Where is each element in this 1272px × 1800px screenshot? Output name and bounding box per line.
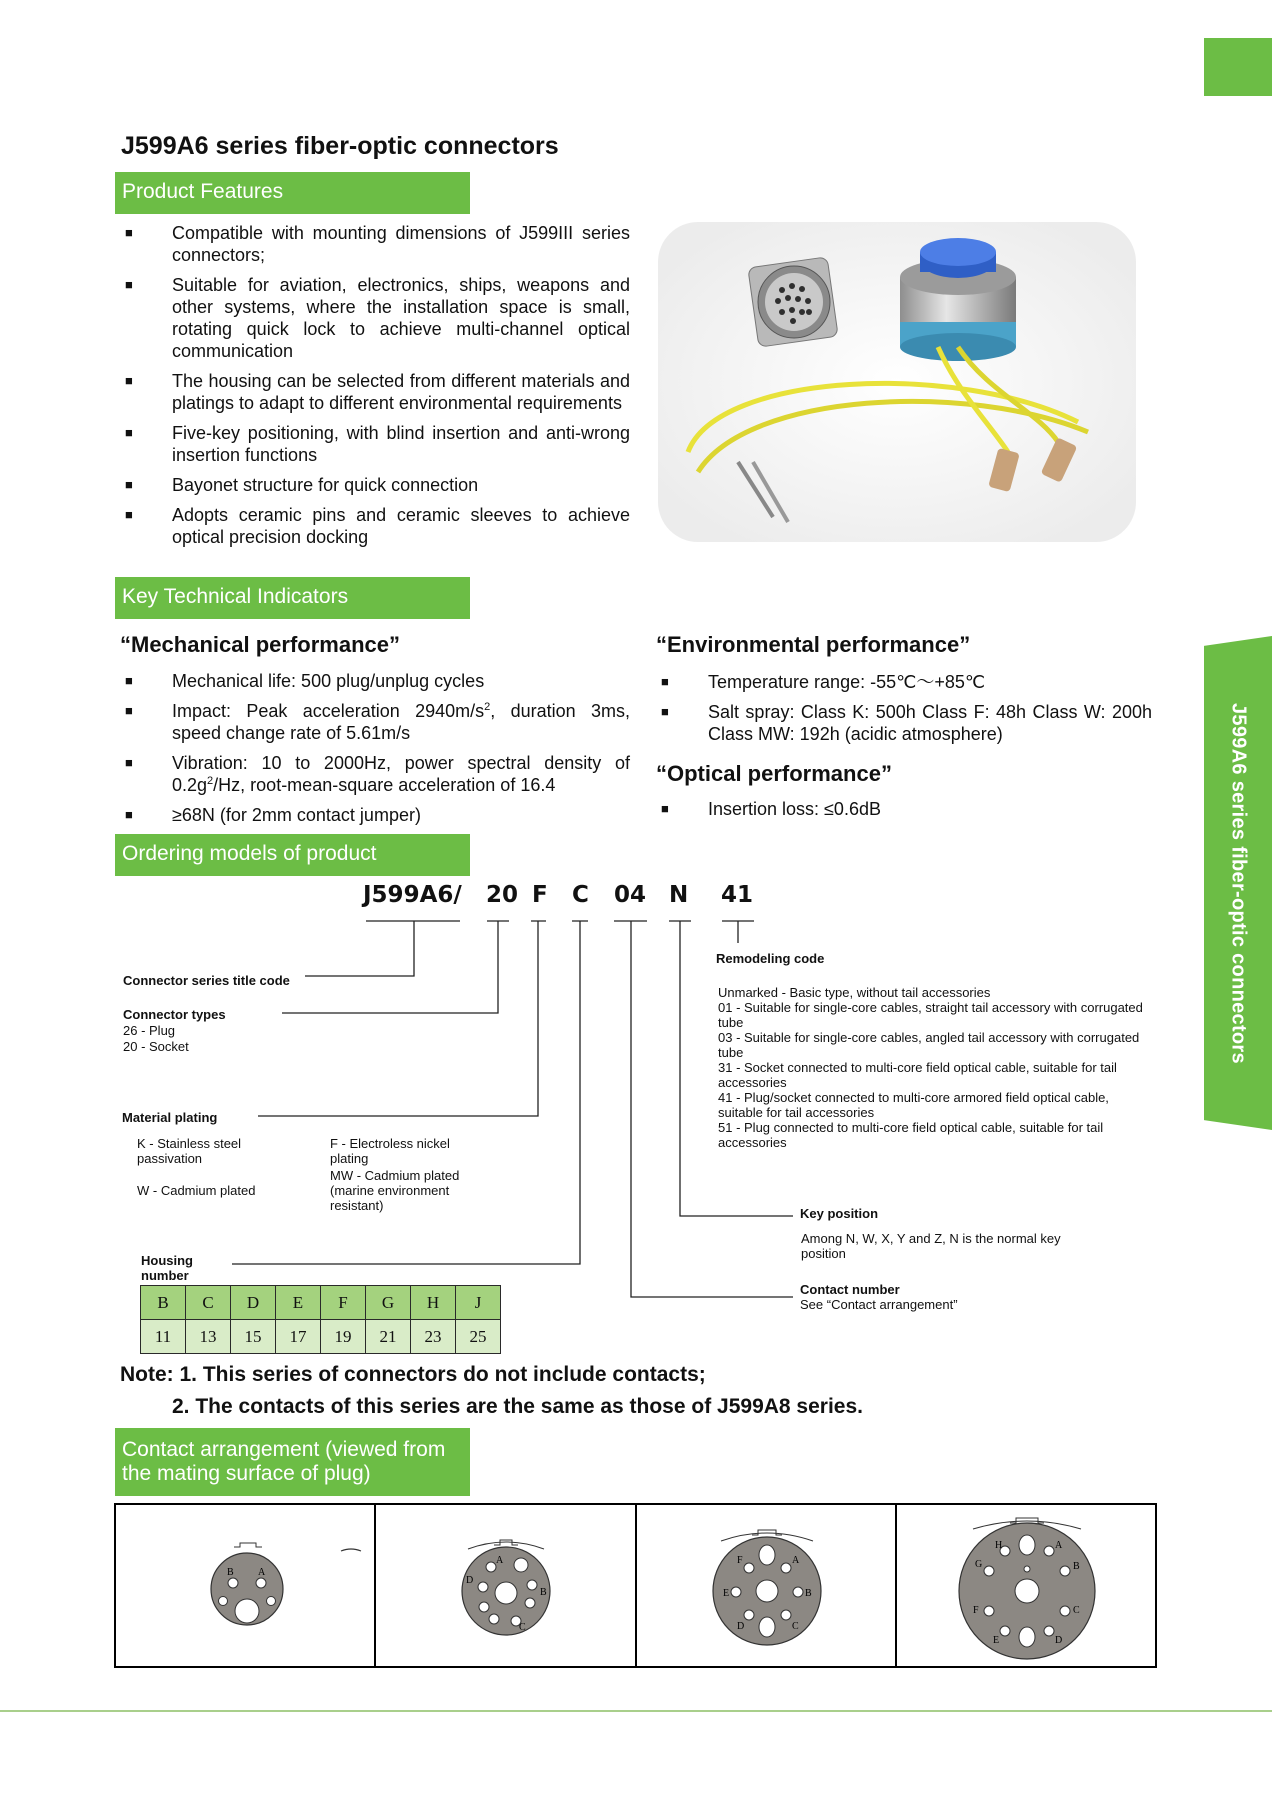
pin-label: B xyxy=(1072,1561,1080,1572)
pin-label: A xyxy=(258,1567,266,1578)
types-label: Connector types xyxy=(123,1007,226,1022)
housing-letter: G xyxy=(366,1286,411,1320)
key-desc: Among N, W, X, Y and Z, N is the normal key position xyxy=(801,1231,1061,1261)
housing-number: 15 xyxy=(231,1320,276,1354)
pin-label: H xyxy=(994,1540,1002,1551)
note-2: 2. The contacts of this series are the same as those of J599A8 series. xyxy=(172,1395,863,1418)
housing-number: 13 xyxy=(186,1320,231,1354)
housing-letter: B xyxy=(141,1286,186,1320)
arrangement-table xyxy=(114,1503,1157,1668)
page-title: J599A6 series fiber-optic connectors xyxy=(121,132,559,160)
feature-item: ■ Compatible with mounting dimensions of J599III series connectors; xyxy=(120,222,630,266)
code-plating: F xyxy=(532,882,548,908)
pin-label: D xyxy=(736,1621,744,1632)
pin-label: F xyxy=(972,1605,979,1616)
arrangement-cell xyxy=(116,1505,376,1666)
feature-item: ■ The housing can be selected from different materials and platings to adapt to different environmental requirements xyxy=(120,370,630,414)
key-label: Key position xyxy=(800,1206,879,1221)
housing-number: 23 xyxy=(411,1320,456,1354)
environmental-item: ■ Salt spray: Class K: 500h Class F: 48h Class W: 200h Class MW: 192h (acidic atmosphere) xyxy=(656,701,1152,745)
housing-letter: C xyxy=(186,1286,231,1320)
mechanical-item: ■ ≥68N (for 2mm contact jumper) xyxy=(120,804,630,826)
plating-w: W - Cadmium plated xyxy=(137,1183,256,1198)
feature-item: ■ Suitable for aviation, electronics, ships, weapons and other systems, where the installation space is small, rotating quick lock to achieve multi-channel optical communication xyxy=(120,274,630,362)
housing-label: Housing number xyxy=(141,1253,193,1283)
section-header-arrangement: Contact arrangement (viewed from the mating surface of plug) xyxy=(115,1428,470,1496)
type-socket: 20 - Socket xyxy=(123,1039,189,1054)
footer-divider xyxy=(0,1710,1272,1712)
remodel-label: Remodeling code xyxy=(716,951,825,966)
housing-number-row xyxy=(141,1320,501,1354)
vibration-text-b: /Hz, root-mean-square acceleration of 16.4 xyxy=(213,775,556,795)
remodel-item: 41 - Plug/socket connected to multi-core armored field optical cable, suitable for tail accessories xyxy=(718,1090,1109,1120)
pin-label: D xyxy=(1054,1635,1062,1646)
housing-letter: H xyxy=(411,1286,456,1320)
optical-heading: “Optical performance” xyxy=(656,761,892,786)
housing-letter: F xyxy=(321,1286,366,1320)
pin-label: F xyxy=(736,1555,743,1566)
section-header-ordering: Ordering models of product xyxy=(115,834,470,876)
code-key: N xyxy=(669,882,689,908)
housing-letter-row xyxy=(141,1286,501,1320)
pin-label: C xyxy=(519,1622,526,1633)
side-tab-label: J599A6 series fiber-optic connectors xyxy=(1227,702,1250,1064)
housing-letter: E xyxy=(276,1286,321,1320)
remodel-item: 51 - Plug connected to multi-core field optical cable, suitable for tail accessories xyxy=(718,1120,1104,1150)
mechanical-heading: “Mechanical performance” xyxy=(120,632,400,657)
housing-number: 17 xyxy=(276,1320,321,1354)
type-plug: 26 - Plug xyxy=(123,1023,176,1038)
insert-face-4 xyxy=(376,1505,636,1670)
housing-number: 11 xyxy=(141,1320,186,1354)
plating-label: Material plating xyxy=(122,1110,218,1125)
impact-text-a: Impact: Peak acceleration 2940m/s xyxy=(172,701,485,721)
remodel-item: Unmarked - Basic type, without tail accessories xyxy=(718,985,991,1000)
environmental-item: ■ Temperature range: -55℃～+85℃ xyxy=(656,671,1152,693)
vibration-text-a: Vibration: 10 to 2000Hz, power spectral density of 0.2g xyxy=(172,753,630,795)
code-series: J599A6/ xyxy=(363,882,462,908)
housing-number: 25 xyxy=(456,1320,501,1354)
plating-f: F - Electroless nickel plating xyxy=(330,1136,450,1166)
pin-label: A xyxy=(496,1555,504,1566)
contact-desc: See “Contact arrangement” xyxy=(800,1297,958,1312)
feature-item: ■ Five-key positioning, with blind insertion and anti-wrong insertion functions xyxy=(120,422,630,466)
impact-text-b: , duration 3ms, speed change rate of 5.61m/s xyxy=(172,701,630,743)
code-type: 20 xyxy=(486,882,519,908)
housing-letter: J xyxy=(456,1286,501,1320)
pin-label: B xyxy=(540,1587,547,1598)
contact-label: Contact number xyxy=(800,1282,900,1297)
housing-letter: D xyxy=(231,1286,276,1320)
pin-label: C xyxy=(1072,1605,1080,1616)
pin-label: G xyxy=(974,1559,982,1570)
pin-label: C xyxy=(791,1621,799,1632)
pin-label: D xyxy=(466,1575,474,1586)
plating-mw: MW - Cadmium plated (marine environment resistant) xyxy=(330,1168,460,1213)
arrangement-cell xyxy=(897,1505,1155,1666)
vibration-sup: 2 xyxy=(207,775,214,787)
impact-sup: 2 xyxy=(484,701,491,713)
code-housing: C xyxy=(572,882,589,908)
remodel-item: 31 - Socket connected to multi-core field optical cable, suitable for tail accessories xyxy=(718,1060,1117,1090)
environmental-heading: “Environmental performance” xyxy=(656,632,971,657)
housing-number: 19 xyxy=(321,1320,366,1354)
pin-label: A xyxy=(791,1555,799,1566)
pin-label: E xyxy=(722,1588,729,1599)
remodel-list xyxy=(718,985,1150,1150)
section-header-indicators: Key Technical Indicators xyxy=(115,577,470,619)
code-remodel: 41 xyxy=(721,882,754,908)
housing-number: 21 xyxy=(366,1320,411,1354)
code-contact: 04 xyxy=(614,882,647,908)
remodel-item: 03 - Suitable for single-core cables, angled tail accessory with corrugated tube xyxy=(718,1030,1140,1060)
series-label: Connector series title code xyxy=(123,973,290,988)
housing-table xyxy=(140,1285,501,1354)
pin-label: E xyxy=(992,1635,999,1646)
pin-label: A xyxy=(1054,1540,1062,1551)
optical-item: ■ Insertion loss: ≤0.6dB xyxy=(656,798,1152,820)
mechanical-item: ■ Mechanical life: 500 plug/unplug cycles xyxy=(120,670,630,692)
feature-item: ■ Bayonet structure for quick connection xyxy=(120,474,630,496)
plating-k: K - Stainless steel passivation xyxy=(137,1136,242,1166)
section-header-features: Product Features xyxy=(115,172,470,214)
note-1: Note: 1. This series of connectors do not include contacts; xyxy=(120,1363,706,1386)
feature-item: ■ Adopts ceramic pins and ceramic sleeves to achieve optical precision docking xyxy=(120,504,630,548)
remodel-item: 01 - Suitable for single-core cables, straight tail accessory with corrugated tube xyxy=(718,1000,1143,1030)
pin-label: B xyxy=(227,1567,234,1578)
insert-face-2 xyxy=(116,1505,376,1670)
insert-face-8 xyxy=(897,1505,1157,1670)
arrangement-cell xyxy=(637,1505,897,1666)
insert-face-6 xyxy=(637,1505,897,1670)
pin-label: B xyxy=(804,1588,812,1599)
arrangement-cell xyxy=(376,1505,636,1666)
